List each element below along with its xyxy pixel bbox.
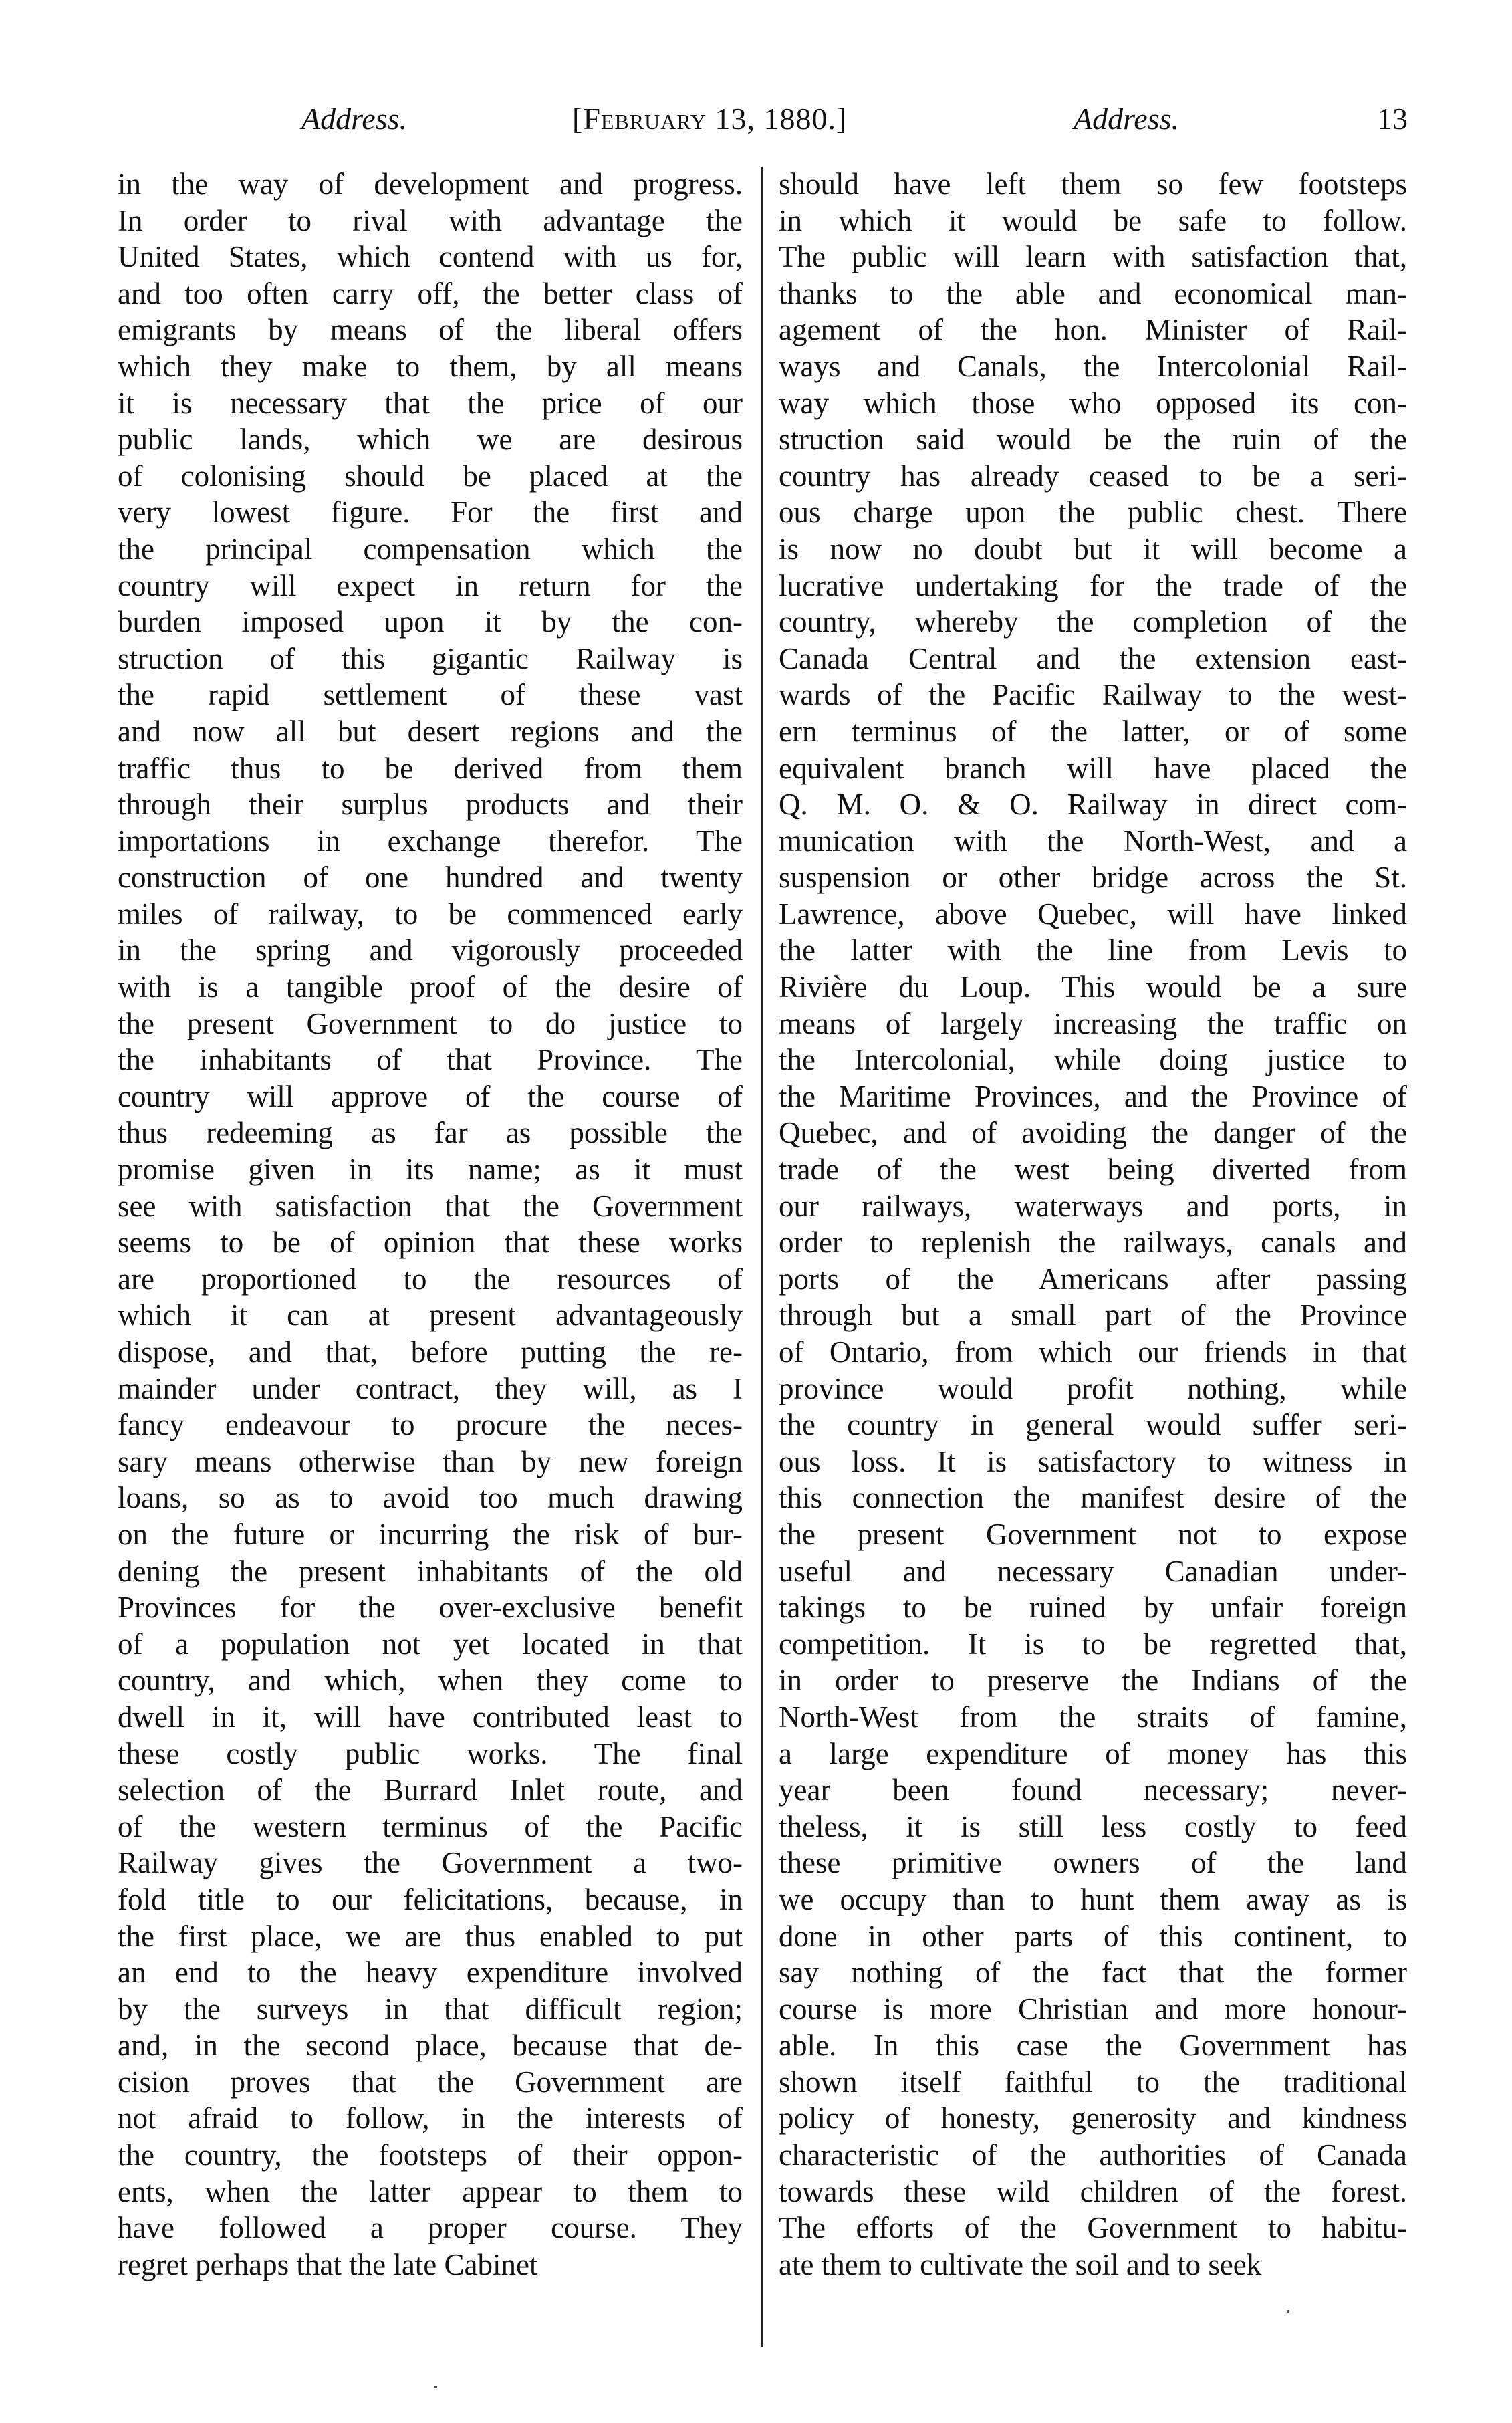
text-line: Q. M. O. & O. Railway in direct com- <box>779 788 1407 822</box>
text-line: Quebec, and of avoiding the danger of the <box>779 1116 1407 1150</box>
text-line: dwell in it, will have contributed least to <box>118 1700 743 1734</box>
text-line: done in other parts of this continent, to <box>779 1919 1407 1953</box>
text-line: ents, when the latter appear to them to <box>118 2174 743 2208</box>
text-line: order to replenish the railways, canals and <box>779 1226 1407 1260</box>
text-line: characteristic of the authorities of Canada <box>779 2138 1407 2172</box>
text-line: these primitive owners of the land <box>779 1846 1407 1880</box>
text-line: promise given in its name; as it must <box>118 1153 743 1187</box>
text-line: wards of the Pacific Railway to the west- <box>779 678 1407 712</box>
text-line: useful and necessary Canadian under- <box>779 1554 1407 1588</box>
text-line: the present Government not to expose <box>779 1517 1407 1551</box>
text-line: munication with the North-West, and a <box>779 824 1407 858</box>
text-line: dispose, and that, before putting the re- <box>118 1335 743 1369</box>
text-line: ports of the Americans after passing <box>779 1262 1407 1296</box>
text-line: year been found necessary; never- <box>779 1773 1407 1807</box>
text-line: suspension or other bridge across the St. <box>779 860 1407 895</box>
text-line: selection of the Burrard Inlet route, and <box>118 1773 743 1807</box>
text-line: these costly public works. The final <box>118 1736 743 1770</box>
text-line: very lowest figure. For the first and <box>118 495 743 530</box>
text-line: of Ontario, from which our friends in that <box>779 1335 1407 1369</box>
text-line: of the western terminus of the Pacific <box>118 1809 743 1843</box>
text-line: Rivière du Loup. This would be a sure <box>779 970 1407 1004</box>
text-line: country has already ceased to be a seri- <box>779 459 1407 493</box>
text-line: a large expenditure of money has this <box>779 1736 1407 1770</box>
text-line: are proportioned to the resources of <box>118 1262 743 1296</box>
text-line: thus redeeming as far as possible the <box>118 1116 743 1150</box>
text-line: fold title to our felicitations, because, in <box>118 1882 743 1916</box>
text-line: shown itself faithful to the traditional <box>779 2065 1407 2099</box>
text-line: burden imposed upon it by the con- <box>118 605 743 639</box>
text-line: ern terminus of the latter, or of some <box>779 714 1407 748</box>
text-line: competition. It is to be regretted that, <box>779 1627 1407 1661</box>
text-line: Lawrence, above Quebec, will have linked <box>779 897 1407 931</box>
text-line: construction of one hundred and twenty <box>118 860 743 895</box>
text-line: our railways, waterways and ports, in <box>779 1189 1407 1223</box>
text-line: an end to the heavy expenditure involved <box>118 1956 743 1990</box>
text-line: ous loss. It is satisfactory to witness in <box>779 1444 1407 1478</box>
text-line: public lands, which we are desirous <box>118 423 743 457</box>
text-line: which it can at present advantageously <box>118 1298 743 1333</box>
text-line: with is a tangible proof of the desire of <box>118 970 743 1004</box>
text-line: struction said would be the ruin of the <box>779 423 1407 457</box>
text-line: the Maritime Provinces, and the Province of <box>779 1079 1407 1113</box>
page-number: 13 <box>1377 102 1408 136</box>
text-line: struction of this gigantic Railway is <box>118 641 743 675</box>
text-line: country will approve of the course of <box>118 1079 743 1113</box>
text-line: in order to preserve the Indians of the <box>779 1663 1407 1698</box>
text-line: province would profit nothing, while <box>779 1371 1407 1405</box>
text-line: The efforts of the Government to habitu- <box>779 2211 1407 2245</box>
text-line: on the future or incurring the risk of bur- <box>118 1517 743 1551</box>
text-line: the rapid settlement of these vast <box>118 678 743 712</box>
text-line: by the surveys in that difficult region; <box>118 1992 743 2026</box>
text-line: traffic thus to be derived from them <box>118 751 743 785</box>
text-line: miles of railway, to be commenced early <box>118 897 743 931</box>
text-line: of a population not yet located in that <box>118 1627 743 1661</box>
text-line: not afraid to follow, in the interests of <box>118 2101 743 2136</box>
text-line: say nothing of the fact that the former <box>779 1956 1407 1990</box>
text-line: mainder under contract, they will, as I <box>118 1371 743 1405</box>
left-text-column <box>118 166 743 2283</box>
text-line: able. In this case the Government has <box>779 2029 1407 2063</box>
text-line: of colonising should be placed at the <box>118 459 743 493</box>
text-line: towards these wild children of the forest. <box>779 2174 1407 2208</box>
text-line: ways and Canals, the Intercolonial Rail- <box>779 349 1407 383</box>
text-line: cision proves that the Government are <box>118 2065 743 2099</box>
text-line: North-West from the straits of famine, <box>779 1700 1407 1734</box>
text-line: lucrative undertaking for the trade of the <box>779 568 1407 602</box>
text-line: way which those who opposed its con- <box>779 386 1407 420</box>
text-line: the inhabitants of that Province. The <box>118 1043 743 1077</box>
text-line: thanks to the able and economical man- <box>779 276 1407 310</box>
text-line: in the spring and vigorously proceeded <box>118 933 743 967</box>
text-line: the country, the footsteps of their oppon- <box>118 2138 743 2172</box>
text-line: importations in exchange therefor. The <box>118 824 743 858</box>
text-line: ate them to cultivate the soil and to seek <box>779 2247 1262 2281</box>
text-line: fancy endeavour to procure the neces- <box>118 1408 743 1442</box>
text-line: The public will learn with satisfaction that, <box>779 240 1407 274</box>
text-line: see with satisfaction that the Government <box>118 1189 743 1223</box>
text-line: Provinces for the over-exclusive benefit <box>118 1591 743 1625</box>
text-line: it is necessary that the price of our <box>118 386 743 420</box>
text-line: the principal compensation which the <box>118 532 743 566</box>
text-line: trade of the west being diverted from <box>779 1153 1407 1187</box>
text-line: which they make to them, by all means <box>118 349 743 383</box>
text-line: emigrants by means of the liberal offers <box>118 313 743 347</box>
right-text-column <box>779 166 1407 2283</box>
column-divider <box>761 167 763 2347</box>
text-line: policy of honesty, generosity and kindness <box>779 2101 1407 2136</box>
text-line: the present Government to do justice to <box>118 1006 743 1040</box>
text-line: this connection the manifest desire of the <box>779 1481 1407 1515</box>
header-date: [February 13, 1880.] <box>572 102 848 136</box>
text-line: sary means otherwise than by new foreign <box>118 1444 743 1478</box>
text-line: the Intercolonial, while doing justice to <box>779 1043 1407 1077</box>
text-line: through their surplus products and their <box>118 788 743 822</box>
text-line: the country in general would suffer seri- <box>779 1408 1407 1442</box>
text-line: equivalent branch will have placed the <box>779 751 1407 785</box>
text-line: loans, so as to avoid too much drawing <box>118 1481 743 1515</box>
running-header <box>118 99 1414 139</box>
print-speck <box>1287 2310 1289 2313</box>
text-line: United States, which contend with us for, <box>118 240 743 274</box>
text-line: and now all but desert regions and the <box>118 714 743 748</box>
header-right-title: Address. <box>1074 102 1180 136</box>
text-line: In order to rival with advantage the <box>118 203 743 237</box>
text-line: agement of the hon. Minister of Rail- <box>779 313 1407 347</box>
text-line: dening the present inhabitants of the old <box>118 1554 743 1588</box>
text-line: country, whereby the completion of the <box>779 605 1407 639</box>
text-line: ous charge upon the public chest. There <box>779 495 1407 530</box>
print-speck <box>434 2386 437 2388</box>
text-line: takings to be ruined by unfair foreign <box>779 1591 1407 1625</box>
text-line: theless, it is still less costly to feed <box>779 1809 1407 1843</box>
text-line: country will expect in return for the <box>118 568 743 602</box>
text-line: means of largely increasing the traffic on <box>779 1006 1407 1040</box>
text-line: regret perhaps that the late Cabinet <box>118 2247 538 2281</box>
text-line: and too often carry off, the better class of <box>118 276 743 310</box>
text-line: country, and which, when they come to <box>118 1663 743 1698</box>
text-line: have followed a proper course. They <box>118 2211 743 2245</box>
text-line: the first place, we are thus enabled to put <box>118 1919 743 1953</box>
text-line: through but a small part of the Province <box>779 1298 1407 1333</box>
text-line: in which it would be safe to follow. <box>779 203 1407 237</box>
text-line: Canada Central and the extension east- <box>779 641 1407 675</box>
text-line: should have left them so few footsteps <box>779 167 1407 201</box>
text-line: seems to be of opinion that these works <box>118 1226 743 1260</box>
text-line: course is more Christian and more honour- <box>779 1992 1407 2026</box>
text-line: we occupy than to hunt them away as is <box>779 1882 1407 1916</box>
text-line: is now no doubt but it will become a <box>779 532 1407 566</box>
text-line: and, in the second place, because that de- <box>118 2029 743 2063</box>
text-line: Railway gives the Government a two- <box>118 1846 743 1880</box>
header-left-title: Address. <box>301 102 408 136</box>
text-line: the latter with the line from Levis to <box>779 933 1407 967</box>
text-line: in the way of development and progress. <box>118 167 743 201</box>
